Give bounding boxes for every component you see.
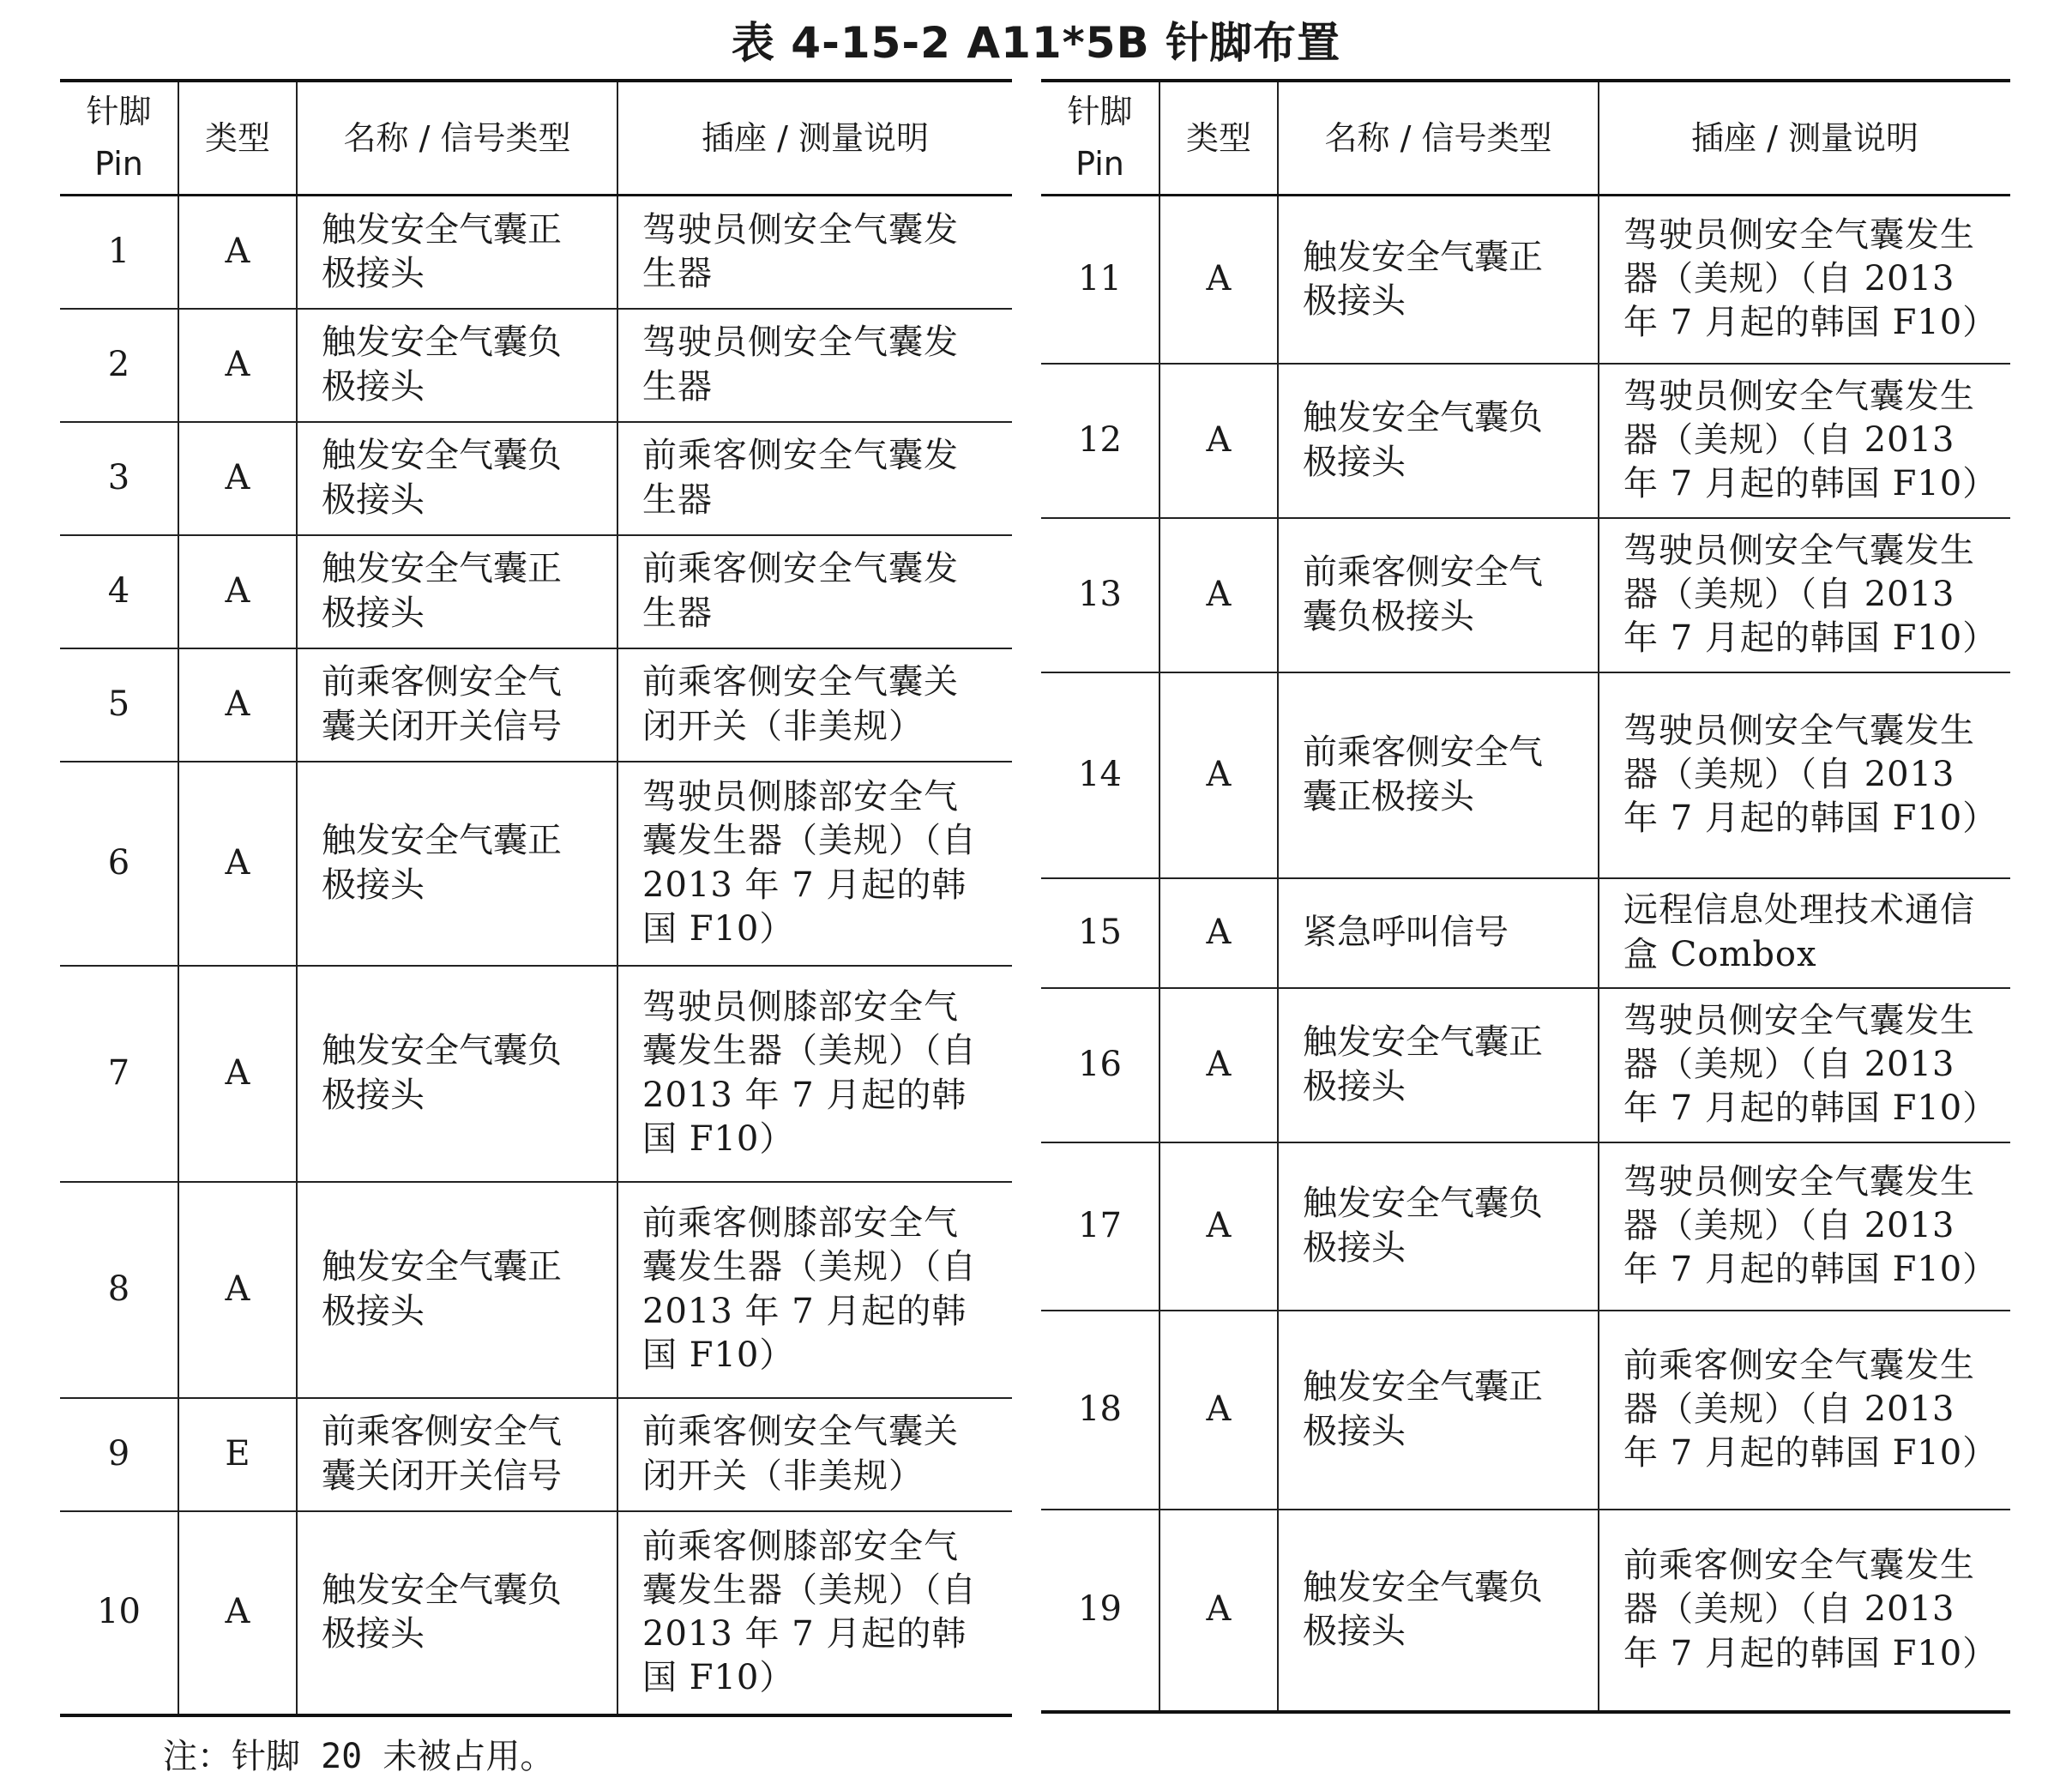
pin-table-right xyxy=(1041,79,2010,1714)
pin-cell: 7 xyxy=(60,966,178,1182)
table-row xyxy=(1041,1510,2010,1712)
pin-cell: 5 xyxy=(60,648,178,762)
name-cell: 触发安全气囊负极接头 xyxy=(1278,1142,1599,1311)
type-cell: A xyxy=(178,762,297,966)
pin-cell: 16 xyxy=(1041,988,1159,1142)
desc-cell: 前乘客侧安全气囊发生器 xyxy=(617,422,1012,535)
type-cell: A xyxy=(178,422,297,535)
table-row xyxy=(1041,988,2010,1142)
name-cell: 前乘客侧安全气囊正极接头 xyxy=(1278,672,1599,878)
pin-cell: 8 xyxy=(60,1182,178,1398)
pin-cell: 9 xyxy=(60,1398,178,1511)
pin-table-left xyxy=(60,79,1012,1717)
type-cell: A xyxy=(1159,988,1278,1142)
table-row xyxy=(1041,1311,2010,1510)
name-cell: 触发安全气囊负极接头 xyxy=(297,1511,617,1715)
desc-cell: 前乘客侧膝部安全气囊发生器（美规）（自 2013 年 7 月起的韩国 F10） xyxy=(617,1511,1012,1715)
table-row xyxy=(1041,364,2010,518)
desc-cell: 驾驶员侧安全气囊发生器（美规）（自 2013 年 7 月起的韩国 F10） xyxy=(1599,1142,2010,1311)
header-desc: 插座 / 测量说明 xyxy=(1599,81,2010,196)
table-row xyxy=(60,1511,1012,1715)
header-name: 名称 / 信号类型 xyxy=(297,81,617,196)
type-cell: A xyxy=(1159,364,1278,518)
type-cell: A xyxy=(1159,1311,1278,1510)
type-cell: A xyxy=(1159,672,1278,878)
desc-cell: 前乘客侧安全气囊关闭开关（非美规） xyxy=(617,648,1012,762)
table-row xyxy=(1041,672,2010,878)
table-row xyxy=(60,422,1012,535)
type-cell: A xyxy=(178,1511,297,1715)
pin-cell: 4 xyxy=(60,535,178,648)
table-row xyxy=(1041,878,2010,988)
desc-cell: 驾驶员侧安全气囊发生器 xyxy=(617,309,1012,422)
type-cell: A xyxy=(1159,196,1278,364)
pin-cell: 3 xyxy=(60,422,178,535)
desc-cell: 驾驶员侧安全气囊发生器（美规）（自 2013 年 7 月起的韩国 F10） xyxy=(1599,518,2010,672)
table-row xyxy=(60,535,1012,648)
table-row xyxy=(60,1398,1012,1511)
desc-cell: 前乘客侧安全气囊发生器 xyxy=(617,535,1012,648)
header-row xyxy=(1041,81,2010,196)
table-title: 表 4-15-2 A11*5B 针脚布置 xyxy=(731,18,1341,68)
name-cell: 触发安全气囊负极接头 xyxy=(1278,364,1599,518)
pin-cell: 18 xyxy=(1041,1311,1159,1510)
type-cell: A xyxy=(178,966,297,1182)
header-pin-label: 针脚 xyxy=(86,93,152,131)
desc-cell: 前乘客侧安全气囊发生器（美规）（自 2013 年 7 月起的韩国 F10） xyxy=(1599,1311,2010,1510)
pin-cell: 6 xyxy=(60,762,178,966)
header-pin-label: 针脚 xyxy=(1067,93,1133,131)
desc-cell: 驾驶员侧安全气囊发生器（美规）（自 2013 年 7 月起的韩国 F10） xyxy=(1599,196,2010,364)
type-cell: A xyxy=(1159,1142,1278,1311)
desc-cell: 前乘客侧安全气囊关闭开关（非美规） xyxy=(617,1398,1012,1511)
pin-cell: 13 xyxy=(1041,518,1159,672)
pin-cell: 14 xyxy=(1041,672,1159,878)
pin-cell: 17 xyxy=(1041,1142,1159,1311)
pin-cell: 12 xyxy=(1041,364,1159,518)
header-desc: 插座 / 测量说明 xyxy=(617,81,1012,196)
pin-cell: 1 xyxy=(60,196,178,309)
desc-cell: 驾驶员侧安全气囊发生器（美规）（自 2013 年 7 月起的韩国 F10） xyxy=(1599,672,2010,878)
name-cell: 触发安全气囊负极接头 xyxy=(1278,1510,1599,1712)
pin-cell: 19 xyxy=(1041,1510,1159,1712)
pin-cell: 11 xyxy=(1041,196,1159,364)
type-cell: A xyxy=(178,1182,297,1398)
table-row xyxy=(60,309,1012,422)
type-cell: A xyxy=(178,535,297,648)
header-type: 类型 xyxy=(1159,81,1278,196)
name-cell: 前乘客侧安全气囊关闭开关信号 xyxy=(297,648,617,762)
name-cell: 触发安全气囊正极接头 xyxy=(297,535,617,648)
pin-cell: 15 xyxy=(1041,878,1159,988)
desc-cell: 远程信息处理技术通信盒 Combox xyxy=(1599,878,2010,988)
name-cell: 触发安全气囊负极接头 xyxy=(297,422,617,535)
table-row xyxy=(1041,196,2010,364)
desc-cell: 驾驶员侧安全气囊发生器（美规）（自 2013 年 7 月起的韩国 F10） xyxy=(1599,364,2010,518)
header-name: 名称 / 信号类型 xyxy=(1278,81,1599,196)
name-cell: 触发安全气囊正极接头 xyxy=(1278,988,1599,1142)
name-cell: 触发安全气囊负极接头 xyxy=(297,966,617,1182)
name-cell: 紧急呼叫信号 xyxy=(1278,878,1599,988)
footnote: 注：针脚 20 未被占用。 xyxy=(163,1737,555,1776)
desc-cell: 前乘客侧安全气囊发生器（美规）（自 2013 年 7 月起的韩国 F10） xyxy=(1599,1510,2010,1712)
type-cell: A xyxy=(1159,518,1278,672)
header-row xyxy=(60,81,1012,196)
name-cell: 触发安全气囊正极接头 xyxy=(1278,196,1599,364)
table-row xyxy=(60,1182,1012,1398)
header-pin xyxy=(1041,81,1159,196)
pin-cell: 10 xyxy=(60,1511,178,1715)
table-row xyxy=(60,966,1012,1182)
name-cell: 触发安全气囊正极接头 xyxy=(297,762,617,966)
type-cell: A xyxy=(178,196,297,309)
table-row xyxy=(1041,1142,2010,1311)
desc-cell: 前乘客侧膝部安全气囊发生器（美规）（自 2013 年 7 月起的韩国 F10） xyxy=(617,1182,1012,1398)
type-cell: A xyxy=(178,648,297,762)
table-row xyxy=(1041,518,2010,672)
header-pin-en: Pin xyxy=(94,145,143,183)
table-row xyxy=(60,196,1012,309)
table-row xyxy=(60,648,1012,762)
name-cell: 触发安全气囊负极接头 xyxy=(297,309,617,422)
name-cell: 触发安全气囊正极接头 xyxy=(1278,1311,1599,1510)
desc-cell: 驾驶员侧膝部安全气囊发生器（美规）（自 2013 年 7 月起的韩国 F10） xyxy=(617,966,1012,1182)
desc-cell: 驾驶员侧安全气囊发生器（美规）（自 2013 年 7 月起的韩国 F10） xyxy=(1599,988,2010,1142)
header-pin-en: Pin xyxy=(1075,145,1124,183)
name-cell: 触发安全气囊正极接头 xyxy=(297,1182,617,1398)
pin-cell: 2 xyxy=(60,309,178,422)
table-row xyxy=(60,762,1012,966)
desc-cell: 驾驶员侧安全气囊发生器 xyxy=(617,196,1012,309)
name-cell: 前乘客侧安全气囊负极接头 xyxy=(1278,518,1599,672)
name-cell: 前乘客侧安全气囊关闭开关信号 xyxy=(297,1398,617,1511)
header-type: 类型 xyxy=(178,81,297,196)
type-cell: A xyxy=(1159,878,1278,988)
header-pin xyxy=(60,81,178,196)
type-cell: E xyxy=(178,1398,297,1511)
type-cell: A xyxy=(1159,1510,1278,1712)
name-cell: 触发安全气囊正极接头 xyxy=(297,196,617,309)
type-cell: A xyxy=(178,309,297,422)
desc-cell: 驾驶员侧膝部安全气囊发生器（美规）（自 2013 年 7 月起的韩国 F10） xyxy=(617,762,1012,966)
